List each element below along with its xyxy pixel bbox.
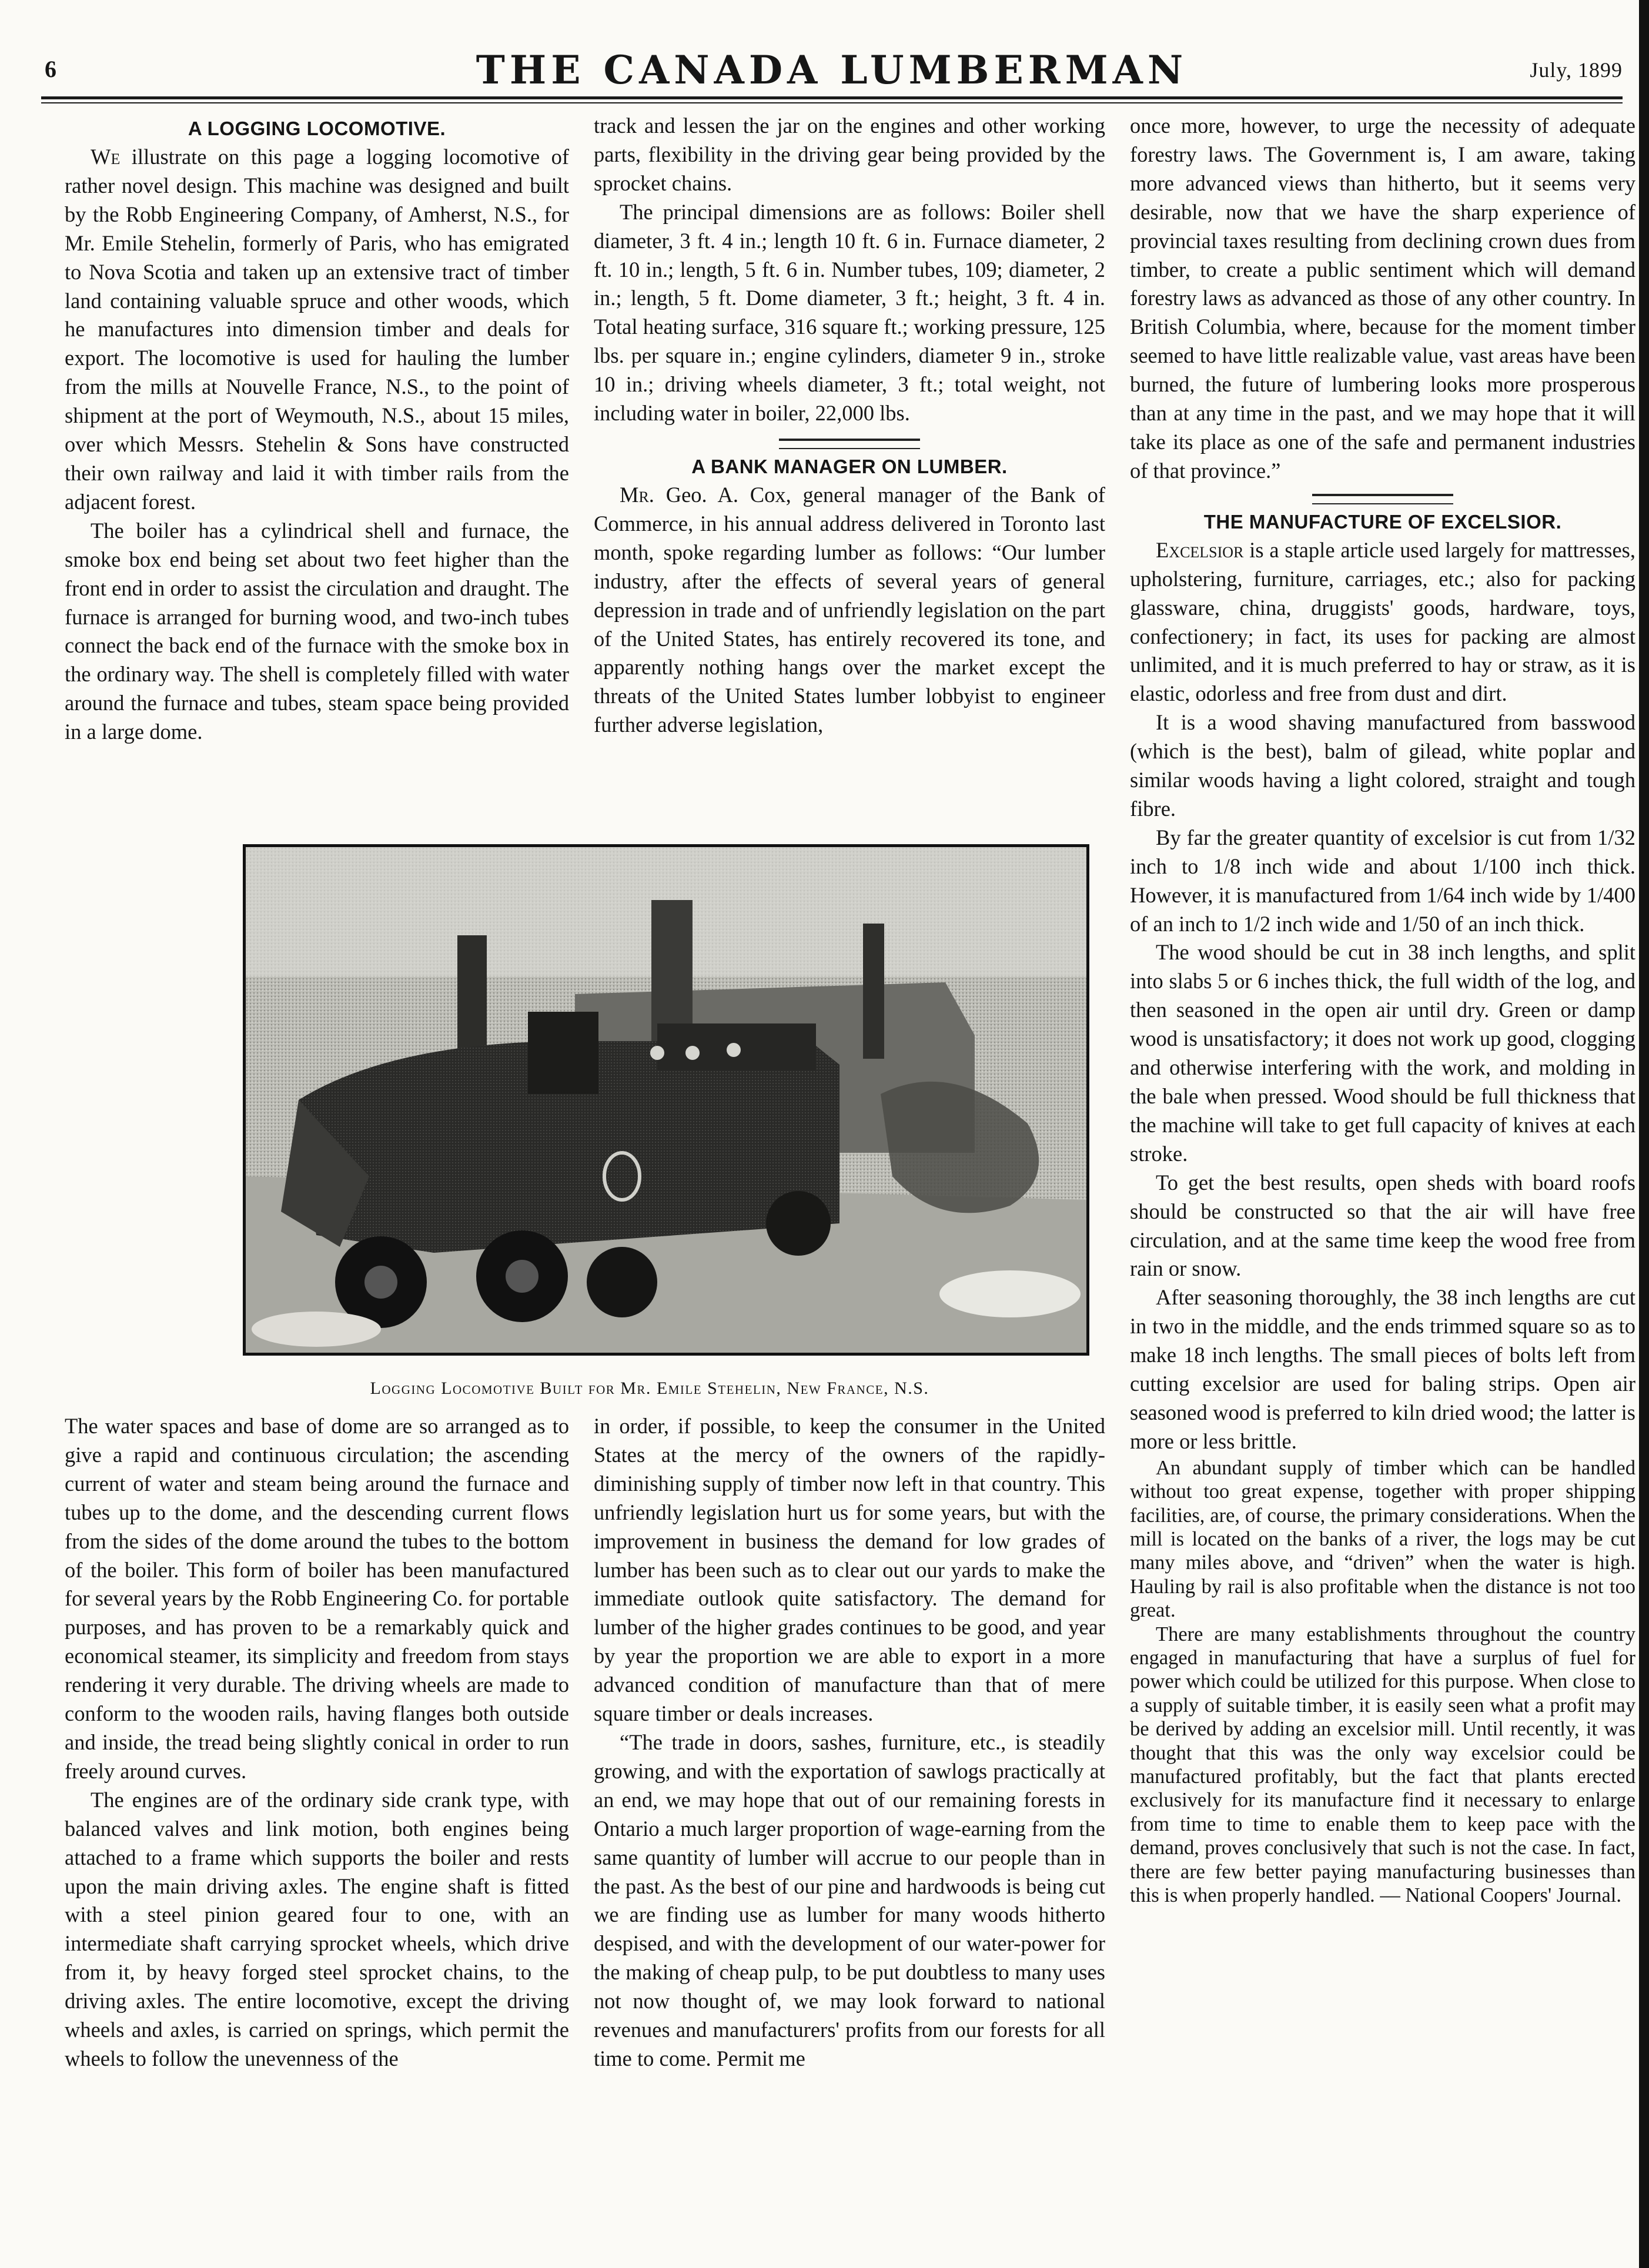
article-paragraph: The water spaces and base of dome are so arranged as to give a rapid and continuous circulation; the ascending current of water and steam being around the furnace and tubes up to the dome, and the descending current flows from the sides of the dome around the tubes to the bottom of the boiler. This form of boiler has been manufactured for several years by the Robb Engineering Co. for portable purposes, and has proven to be a remarkably quick and economical steamer, its simplicity and freedom from stays rendering it very durable. The driving wheels are made to conform to the wooden rails, having flanges both outside and inside, the tread being slightly conical in order to run freely around curves. — [65, 1414, 569, 1783]
page-number: 6 — [45, 56, 56, 82]
article-paragraph: The engines are of the ordinary side crank type, with balanced valves and link motion, both engines being attached to a frame which supports the boiler and rests upon the main driving axles. The engine shaft is fitted with a steel pinion geared four to one, with an intermediate shaft carrying sprocket wheels, which drive from it, by heavy forged steel sprocket chains, to the driving axles. The entire locomotive, except the driving wheels and axles, is carried on springs, which permit the wheels to follow the unevenness of the — [65, 1787, 569, 2070]
column-2-top — [594, 112, 1105, 740]
page-header — [41, 47, 1623, 100]
section-divider — [1312, 494, 1453, 504]
figure-caption: Logging Locomotive Built for Mr. Emile Stehelin, New France, N.S. — [370, 1379, 929, 1398]
header-rule-thin — [41, 102, 1623, 103]
section-divider — [779, 439, 920, 449]
drop-lead-word: Excelsior — [1156, 537, 1244, 562]
locomotive-photo-illustration — [246, 847, 1086, 1353]
article-paragraph: once more, however, to urge the necessity of adequate forestry laws. The Government is, I am aware, taking more advanced views than hitherto, but it seems very desirable, now that we have the sharp experience of provincial taxes resulting from declining crown dues from timber, to create a public sentiment which will demand forestry laws as advanced as those of any other country. In British Columbia, where, because for the moment timber seemed to have little realizable value, vast areas have been burned, the future of lumbering looks more prosperous than at any time in the past, and we may hope that it will take its place as one of the safe and permanent industries of that province.” — [1130, 113, 1635, 483]
header-rule-thick — [41, 96, 1623, 99]
article-paragraph: An abundant supply of timber which can be handled without too great expense, together with proper shipping facilities, are, of course, the primary considerations. When the mill is located on the banks of a river, the logs may be cut many miles above, and “driven” when the water is high. Hauling by rail is also profitable when the distance is not too great. — [1130, 1456, 1635, 1622]
article-paragraph: The wood should be cut in 38 inch lengths, and split into slabs 5 or 6 inches thick, the full width of the log, and then seasoned in the open air until dry. Green or damp wood is unsatisfactory; it does not work up good, clogging and otherwise interfering with the work, and molding in the bale when pressed. Wood should be full thickness that the machine will take to get full capacity of knives at each stroke. — [1130, 940, 1635, 1166]
article-title-logging-locomotive: A LOGGING LOCOMOTIVE. — [188, 118, 446, 139]
column-1-bottom — [65, 1412, 569, 2073]
article-paragraph: It is a wood shaving manufactured from basswood (which is the best), balm of gilead, white poplar and similar woods having a light colored, straight and tough fibre. — [1130, 710, 1635, 821]
masthead-title: THE CANADA LUMBERMAN — [476, 47, 1188, 93]
column-1-top — [65, 115, 569, 747]
issue-date: July, 1899 — [1530, 58, 1623, 82]
article-paragraph: “The trade in doors, sashes, furniture, etc., is steadily growing, and with the exportation of sawlogs practically at an end, we may hope that out of our remaining forests in Ontario a much larger proportion of wage-earning from the same quantity of lumber will accrue to our people than in the past. As the best of our pine and hardwoods is being cut we are finding use as lumber for many woods hitherto despised, and with the development of our water-power for the making of cheap pulp, to be put doubtless to many uses not now thought of, we may look forward to national revenues and manufacturers' profits from our forests for all time to come. Permit me — [594, 1730, 1105, 2070]
article-paragraph: By far the greater quantity of excelsior is cut from 1/32 inch to 1/8 inch wide and about 1/100 inch thick. However, it is manufactured from 1/64 inch wide by 1/400 of an inch to 1/2 inch wide and 1/50 of an inch thick. — [1130, 825, 1635, 936]
drop-lead-word: We — [91, 145, 121, 169]
article-paragraph: We illustrate on this page a logging locomotive of rather novel design. This machine was designed and built by the Robb Engineering Company, of Amherst, N.S., for Mr. Emile Stehelin, formerly of Paris, who has emigrated to Nova Scotia and taken up an extensive tract of timber land containing valuable spruce and other woods, which he manufactures into dimension timber and deals for export. The locomotive is used for hauling the lumber from the mills at Nouvelle France, N.S., to the point of shipment at the port of Weymouth, N.S., about 15 miles, over which Messrs. Stehelin & Sons have constructed their own railway and laid it with timber rails from the adjacent forest. — [65, 145, 570, 514]
article-title-excelsior: THE MANUFACTURE OF EXCELSIOR. — [1203, 510, 1562, 533]
article-paragraph: in order, if possible, to keep the consumer in the United States at the mercy of the owners of the rapidly-diminishing supply of timber now left in that country. This unfriendly legislation hurt us for some years, but with the improvement in business the demand for low grades of lumber has been such as to clear out our yards to make the immediate outlook quite satisfactory. The demand for lumber of the higher grades continues to be good, and year by year the proportion we are able to export in a more advanced condition of manufacture than that of mere square timber or deals increases. — [594, 1414, 1105, 1726]
article-paragraph: Excelsior is a staple article used largely for mattresses, upholstering, furniture, carriages, etc.; also for packing glassware, china, druggists' goods, hardware, toys, confectionery; in fact, its uses for packing are almost unlimited, and it is much preferred to hay or straw, as it is elastic, odorless and free from dust and dirt. — [1130, 537, 1636, 706]
column-2-bottom — [594, 1412, 1105, 2073]
drop-lead-word: Mr. — [620, 482, 654, 507]
article-paragraph: track and lessen the jar on the engines and other working parts, flexibility in the driving gear being provided by the sprocket chains. — [594, 113, 1105, 195]
article-title-bank-manager: A BANK MANAGER ON LUMBER. — [691, 455, 1008, 477]
article-paragraph: The boiler has a cylindrical shell and furnace, the smoke box end being set about two feet higher than the front end in order to assist the circulation and draught. The furnace is arranged for burning wood, and two-inch tubes connect the back end of the furnace with the smoke box in the ordinary way. The shell is completely filled with water around the furnace and tubes, steam space being provided in a large dome. — [65, 518, 569, 744]
article-paragraph: The principal dimensions are as follows: Boiler shell diameter, 3 ft. 4 in.; length 10 ft. 6 in. Furnace diameter, 2 ft. 10 in.; length, 5 ft. 6 in. Number tubes, 109; diameter, 2 in.; length, 5 ft. Dome diameter, 3 ft.; height, 3 ft. 4 in. Total heating surface, 316 square ft.; working pressure, 125 lbs. per square in.; engine cylinders, diameter 9 in., stroke 10 in.; driving wheels diameter, 3 ft.; total weight, not including water in boiler, 22,000 lbs. — [594, 199, 1105, 426]
locomotive-photograph — [243, 844, 1089, 1356]
article-paragraph: After seasoning thoroughly, the 38 inch lengths are cut in two in the middle, and the ends trimmed square so as to make 18 inch lengths. The small pieces of bolts left from cutting excelsior are used for baling strips. Open air seasoned wood is preferred to kiln dried wood; the latter is more or less brittle. — [1130, 1285, 1635, 1453]
article-paragraph: Mr. Geo. A. Cox, general manager of the Bank of Commerce, in his annual address delivered in Toronto last month, spoke regarding lumber as follows: “Our lumber industry, after the effects of several years of general depression in trade and of unfriendly legislation on the part of the United States, has entirely recovered its tone, and apparently nothing hangs over the market except the threats of the United States lumber lobbyist to engineer further adverse legislation, — [594, 482, 1106, 737]
article-paragraph: To get the best results, open sheds with board roofs should be constructed so that the air will have free circulation, and at the same time keep the wood free from rain or snow. — [1130, 1170, 1635, 1281]
scan-edge-bar — [1639, 0, 1649, 2268]
column-3 — [1130, 112, 1635, 1908]
article-paragraph: There are many establishments throughout the country engaged in manufacturing that have a surplus of fuel for power which could be utilized for this purpose. When close to a supply of suitable timber, it is easily seen what a profit may be derived by adding an excelsior mill. Until recently, it was thought that this was the only way excelsior could be manufactured profitably, but the fact that plants erected exclusively for its manufacture find it necessary to enlarge from time to time to enable them to keep pace with the demand, proves conclusively that such is not the case. In fact, there are few better paying manufacturing businesses than this is when properly handled. — National Coopers' Journal. — [1130, 1623, 1635, 1907]
